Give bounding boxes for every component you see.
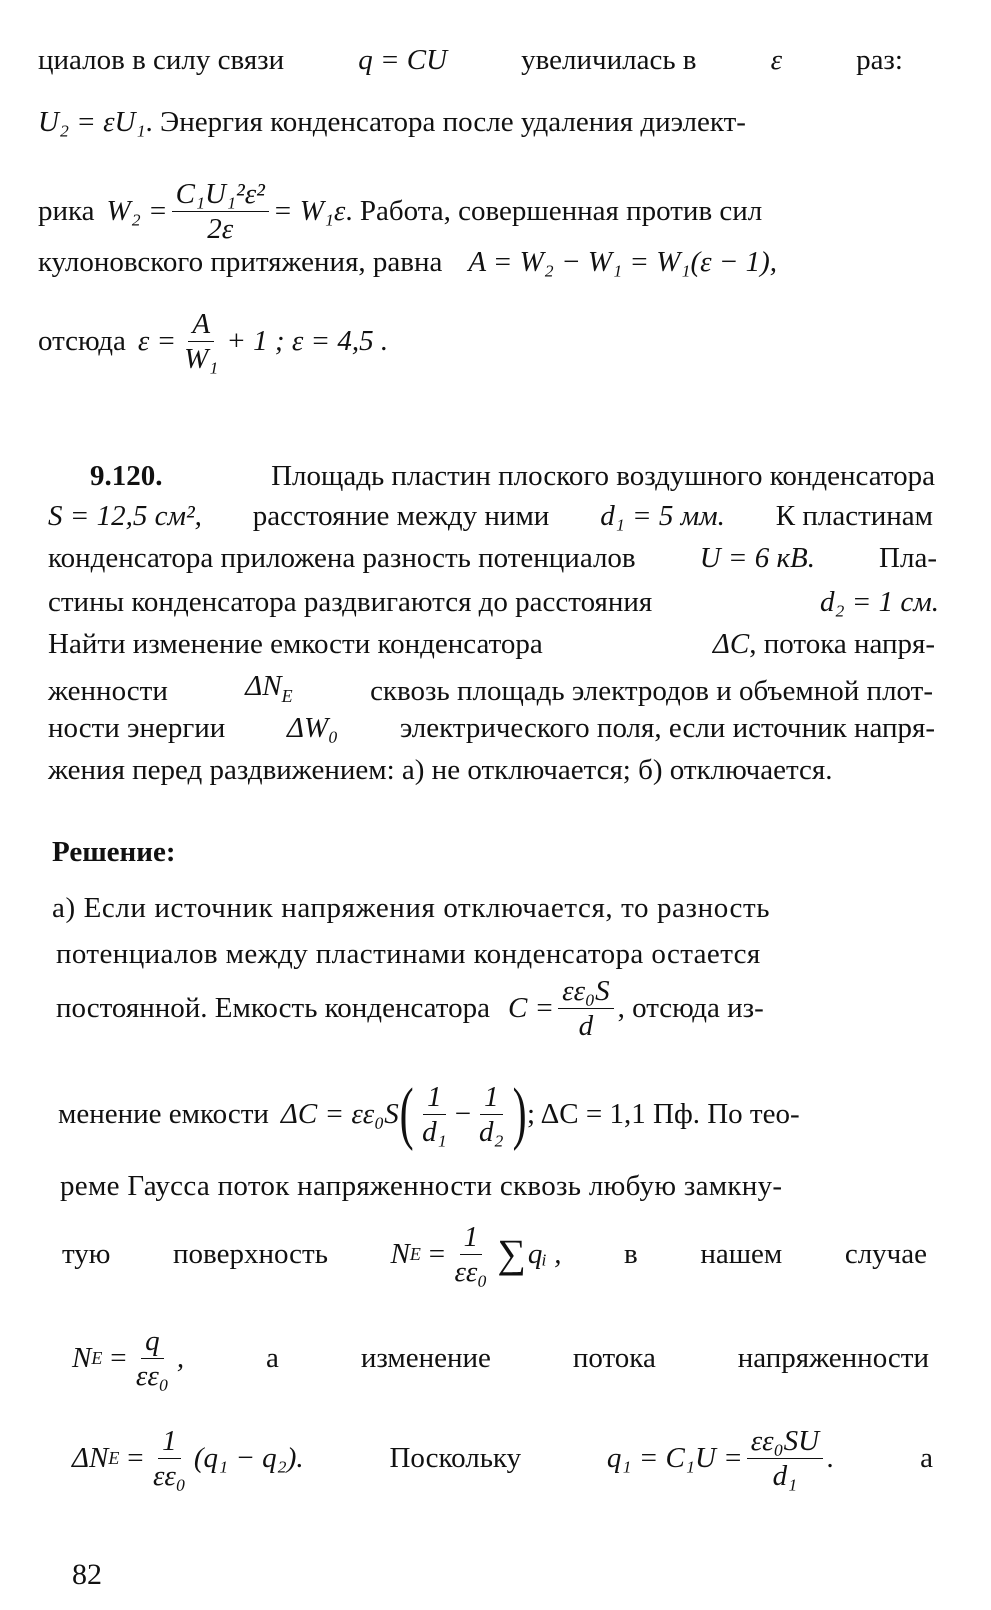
fraction-numerator: εε₀S (558, 974, 613, 1009)
fraction-denominator: εε₀ (454, 1255, 488, 1288)
fraction (475, 1080, 508, 1149)
formula: A = W₂ − W₁ = W₁(ε − 1), (468, 246, 778, 278)
fraction-denominator: d₁ (772, 1459, 798, 1492)
text-line (38, 166, 931, 256)
fraction-denominator: W₁ (184, 342, 219, 375)
text-line (38, 244, 931, 280)
text-span: реме Гаусса поток напряженности сквозь любую замкну- (60, 1170, 783, 1202)
text-line (48, 626, 935, 662)
text-span: постоянной. Емкость конденсатора (56, 992, 490, 1024)
fraction (180, 307, 222, 376)
formula-subscript: E (409, 1244, 421, 1264)
fraction-numerator: 1 (423, 1080, 446, 1115)
problem-number: 9.120. (90, 460, 163, 492)
page-number: 82 (72, 1558, 102, 1591)
text-span: а (266, 1342, 279, 1374)
text-span: , потока напря- (749, 628, 935, 660)
formula: + 1 ; ε = 4,5 . (226, 325, 389, 357)
fraction-numerator: A (188, 307, 214, 342)
equals-sign: = (125, 1442, 145, 1474)
fraction (558, 974, 613, 1043)
text-line (72, 1410, 933, 1506)
formula: N (72, 1342, 92, 1374)
fraction (172, 177, 269, 246)
text-line (48, 668, 933, 714)
text-span: поверхность (173, 1238, 328, 1270)
text-span: изменение (360, 1342, 491, 1374)
formula-subscript: E (281, 685, 293, 706)
text-line (48, 584, 939, 620)
formula: ΔW₀ (286, 712, 339, 744)
text-span: электрического поля, если источник напря- (399, 712, 935, 744)
text-span: кулоновского притяжения, равна (38, 246, 443, 278)
text-span: расстояние между ними (252, 500, 550, 532)
text-line (90, 458, 935, 494)
fraction-denominator: d (578, 1009, 594, 1042)
formula: qᵢ , (527, 1238, 562, 1270)
formula: = W₁ε (272, 195, 346, 227)
formula: d₁ = 5 мм. (600, 500, 725, 532)
formula-subscript: E (91, 1348, 103, 1368)
equals-sign: = (108, 1342, 128, 1374)
text-span: потенциалов между пластинами конденсатора остается (56, 938, 761, 970)
text-span: женности (48, 674, 168, 707)
text-span: Найти изменение емкости конденсатора (48, 628, 543, 660)
fraction-denominator: d₂ (479, 1115, 504, 1148)
text-span: рика (38, 195, 95, 227)
text-span: К пластинам (775, 500, 933, 532)
text-span: а) Если источник напряжения отключается, то разность (52, 892, 771, 924)
text-line (48, 710, 935, 746)
left-paren: ( (399, 1075, 414, 1152)
formula: q₁ = C₁U = (606, 1442, 743, 1474)
text-span: циалов в силу связи (38, 44, 285, 76)
text-line (48, 498, 933, 534)
solution-heading (52, 834, 931, 870)
text-line (38, 42, 903, 78)
formula: C = (507, 992, 555, 1024)
text-span: менение емкости (58, 1098, 269, 1130)
text-line (72, 1310, 929, 1406)
sum-sign: ∑ (497, 1231, 526, 1276)
text-span: . Энергия конденсатора после удаления диэлект- (145, 106, 746, 138)
fraction-denominator: d₁ (422, 1115, 447, 1148)
formula: ε = (137, 325, 177, 357)
text-line (52, 890, 927, 926)
formula: ΔN (245, 670, 282, 702)
formula: U₂ = εU₁ (38, 106, 146, 138)
formula: U = 6 кВ. (699, 542, 815, 574)
text-span: , отсюда из- (617, 992, 764, 1024)
fraction-numerator: εε₀SU (747, 1424, 823, 1459)
right-paren: ) (512, 1075, 527, 1152)
comma: , (176, 1342, 185, 1374)
text-span: потока (572, 1342, 656, 1374)
text-span: стины конденсатора раздвигаются до расстояния (48, 586, 653, 618)
text-span: напряженности (737, 1342, 929, 1374)
fraction-denominator: εε₀ (135, 1359, 169, 1392)
text-span: жения перед раздвижением: а) не отключается; б) отключается. (48, 754, 833, 786)
formula: ΔN (72, 1442, 109, 1474)
text-span: увеличилась в (521, 44, 697, 76)
text-span: . Работа, совершенная против сил (345, 195, 763, 227)
text-line (38, 104, 931, 140)
formula: ΔC = εε₀S (280, 1098, 399, 1130)
fraction (132, 1324, 173, 1393)
text-span: ; ΔC = 1,1 Пф. По тео- (526, 1098, 800, 1130)
text-line (38, 296, 931, 386)
period: . (827, 1442, 835, 1474)
text-line (62, 1206, 927, 1302)
formula: N (390, 1238, 410, 1270)
text-span: Поскольку (389, 1442, 522, 1474)
fraction (747, 1424, 823, 1493)
text-span: раз: (856, 44, 903, 76)
fraction-numerator: C₁U₁²ε² (172, 177, 269, 212)
fraction-numerator: 1 (460, 1220, 483, 1255)
text-span: Пла- (879, 542, 937, 574)
fraction-denominator: εε₀ (152, 1459, 186, 1492)
minus-sign: − (454, 1098, 472, 1130)
text-line (48, 752, 931, 788)
fraction-denominator: 2ε (207, 212, 234, 245)
text-span: отсюда (38, 325, 126, 357)
text-span: сквозь площадь электродов и объемной плот- (370, 674, 933, 707)
fraction (450, 1220, 491, 1289)
text-span: случае (844, 1238, 927, 1270)
formula: q = CU (358, 44, 448, 76)
text-line (58, 1066, 931, 1162)
formula: (q₁ − q₂). (193, 1442, 304, 1474)
equals-sign: = (426, 1238, 447, 1270)
formula-subscript: E (108, 1448, 120, 1468)
text-line (48, 540, 937, 576)
fraction-numerator: q (141, 1324, 164, 1359)
formula: ε (770, 44, 782, 76)
text-span: а (920, 1442, 933, 1474)
text-span: нашем (700, 1238, 783, 1270)
fraction-numerator: 1 (480, 1080, 503, 1115)
text-span: ности энергии (48, 712, 226, 744)
fraction (418, 1080, 451, 1149)
fraction-numerator: 1 (158, 1424, 181, 1459)
formula: W₂ = (106, 195, 168, 227)
section-title: Решение: (52, 836, 176, 868)
text-span: конденсатора приложена разность потенциалов (48, 542, 636, 574)
fraction (149, 1424, 190, 1493)
text-span: Площадь пластин плоского воздушного конденсатора (271, 460, 935, 492)
text-span: тую (62, 1238, 111, 1270)
formula: d₂ = 1 см. (819, 586, 939, 618)
text-line (60, 1168, 931, 1204)
text-line (56, 960, 933, 1056)
formula: ΔC (712, 628, 750, 660)
formula: S = 12,5 см², (48, 500, 202, 532)
text-span: в (624, 1238, 638, 1270)
